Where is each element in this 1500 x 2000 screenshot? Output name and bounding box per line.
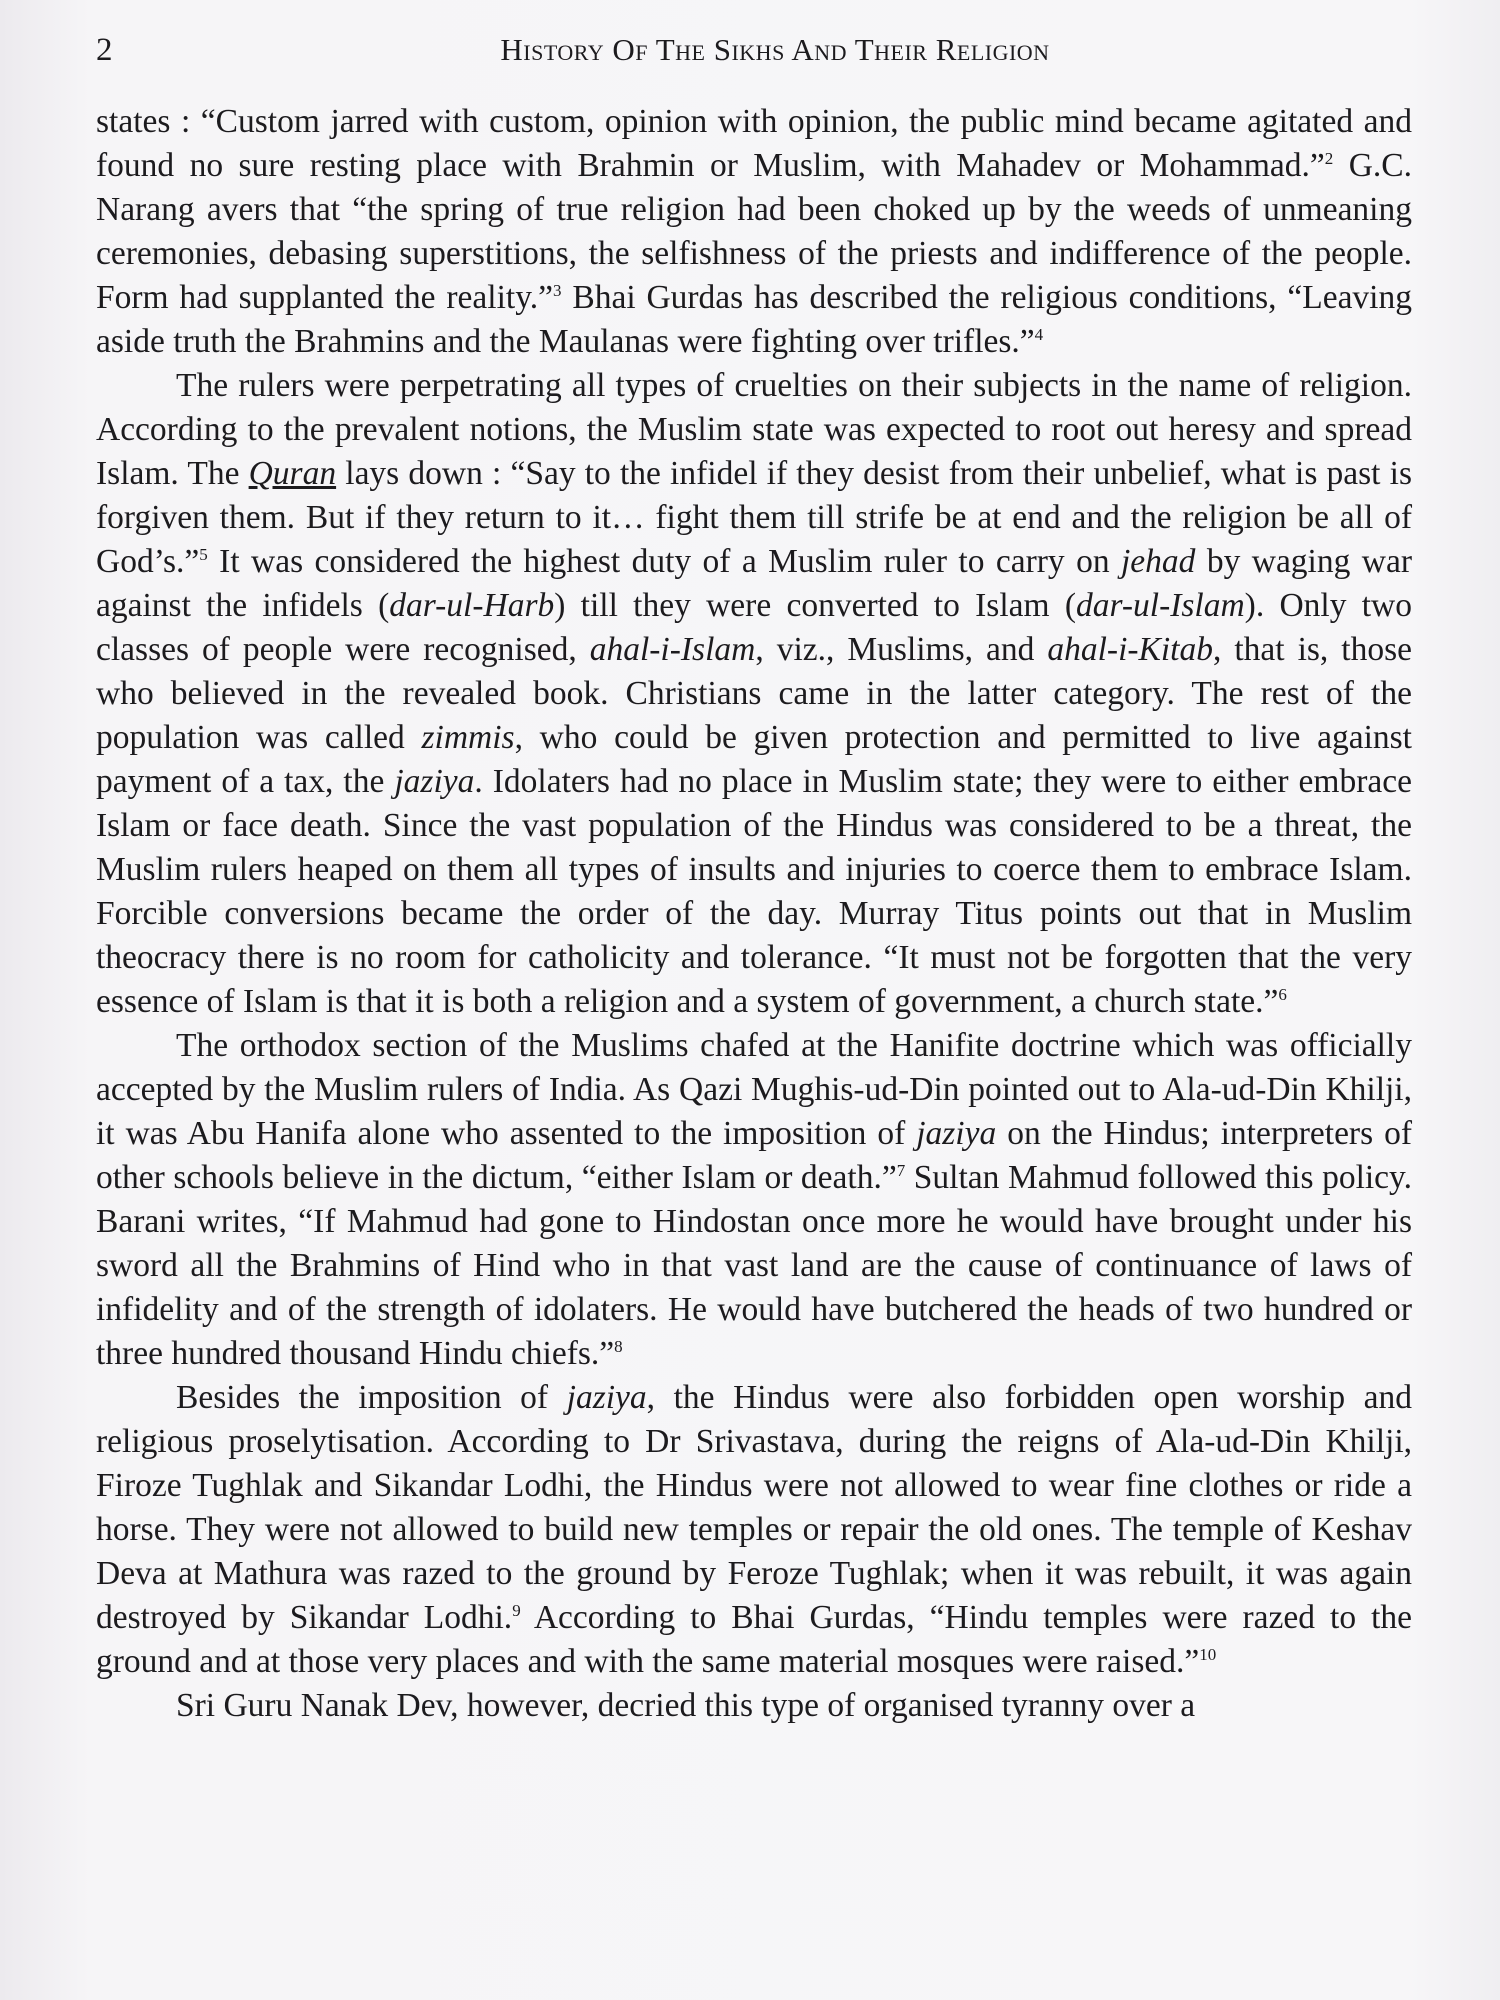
text-run: , the Hindus were also forbidden open worship and religious proselytisation. According to Dr Srivastava, during the reigns of Ala-ud-Din Khilji, Firoze Tughlak and Sikandar Lodhi, the Hindus were not allowed to wear fine clothes or ride a horse. They were not allowed to build new temples or repair the old ones. The temple of Keshav Deva at Mathura was razed to the ground by Feroze Tughlak; when it was rebuilt, it was again destroyed by Sikandar Lodhi. [96,1379,1412,1636]
paragraph [96,1024,1412,1376]
text-run: . Idolaters had no place in Muslim state; they were to either embrace Islam or face death. Since the vast population of the Hindus was considered to be a threat, the Muslim rulers heaped on them all types of insults and injuries to coerce them to embrace Islam. Forcible conversions became the order of the day. Murray Titus points out that in Muslim theocracy there is no room for catholicity and tolerance. “It must not be forgotten that the very essence of Islam is that it is both a religion and a system of government, a church state.” [96,763,1412,1020]
text-run: The orthodox section of the Muslims chafed at the Hanifite doctrine which was officially accepted by the Muslim rulers of India. As Qazi Mughis-ud-Din pointed out to Ala-ud-Din Khilji, it was Abu Hanifa alone who assented to the imposition of [96,1027,1412,1152]
text-run: , who could be given protection and permitted to live against payment of a tax, the [96,719,1412,800]
footnote-marker: 2 [1324,148,1334,168]
text-run: The rulers were perpetrating all types of cruelties on their subjects in the name of religion. According to the prevalent notions, the Muslim state was expected to root out heresy and spread Islam. The [96,367,1412,492]
running-head [96,28,1414,72]
text-run: Besides the imposition of [176,1379,567,1416]
italic-term: ahal-i-Islam [589,631,756,668]
italic-term: dar-ul-Islam [1075,587,1245,624]
text-run: ). Only two classes of people were recognised, [96,587,1412,668]
paragraph [96,1684,1412,1728]
text-run: lays down : “Say to the infidel if they desist from their unbelief, what is past is forgiven them. But if they return to it… fight them till strife be at end and the religion be all of God’s.” [96,455,1412,580]
italic-term: jaziya [566,1379,647,1416]
text-run: Sultan Mahmud followed this policy. Barani writes, “If Mahmud had gone to Hindostan once more he would have brought under his sword all the Brahmins of Hind who in that vast land are the cause of continuance of laws of infidelity and of the strength of idolaters. He would have butchered the heads of two hundred or three hundred thousand Hindu chiefs.” [96,1159,1412,1372]
text-run: Sri Guru Nanak Dev, however, decried this type of organised tyranny over a [176,1687,1196,1724]
footnote-marker: 3 [553,280,562,300]
running-title: History Of The Sikhs And Their Religion [500,32,1050,67]
footnote-marker: 4 [1034,324,1044,344]
text-run: ) till they were converted to Islam ( [554,587,1076,624]
footnote-marker: 7 [896,1160,906,1180]
italic-term: jehad [1121,543,1196,580]
italic-term: ahal-i-Kitab [1047,631,1213,668]
text-run: According to Bhai Gurdas, “Hindu temples were razed to the ground and at those very places and with the same material mosques were raised.” [96,1599,1412,1680]
paragraph [96,100,1412,364]
paragraph [96,364,1412,1024]
text-run: , viz., Muslims, and [755,631,1048,668]
text-run: , that is, those who believed in the revealed book. Christians came in the latter category. The rest of the population was called [96,631,1412,756]
text-run: It was considered the highest duty of a Muslim ruler to carry on [207,543,1121,580]
italic-term: jaziya [916,1115,997,1152]
text-run: by waging war against the infidels ( [96,543,1412,624]
text-run: Bhai Gurdas has described the religious conditions, “Leaving aside truth the Brahmins and the Maulanas were fighting over trifles.” [96,279,1412,360]
footnote-marker: 6 [1278,984,1287,1004]
italic-term: dar-ul-Harb [389,587,555,624]
body-text [96,100,1412,1728]
paragraph [96,1376,1412,1684]
italic-term: zimmis [421,719,515,756]
text-run: G.C. Narang avers that “the spring of true religion had been choked up by the weeds of unmeaning ceremonies, debasing superstitions, the selfishness of the priests and indifference of the people. Form had supplanted the reality.” [96,147,1412,316]
footnote-marker: 8 [614,1336,623,1356]
text-run: on the Hindus; interpreters of other schools believe in the dictum, “either Islam or death.” [96,1115,1412,1196]
footnote-marker: 5 [199,544,208,564]
italic-term: Quran [248,455,337,492]
page-number: 2 [96,32,113,68]
footnote-marker: 9 [512,1600,521,1620]
italic-term: jaziya [394,763,475,800]
text-run: states : “Custom jarred with custom, opinion with opinion, the public mind became agitated and found no sure resting place with Brahmin or Muslim, with Mahadev or Mohammad.” [96,103,1412,184]
footnote-marker: 10 [1199,1644,1217,1664]
